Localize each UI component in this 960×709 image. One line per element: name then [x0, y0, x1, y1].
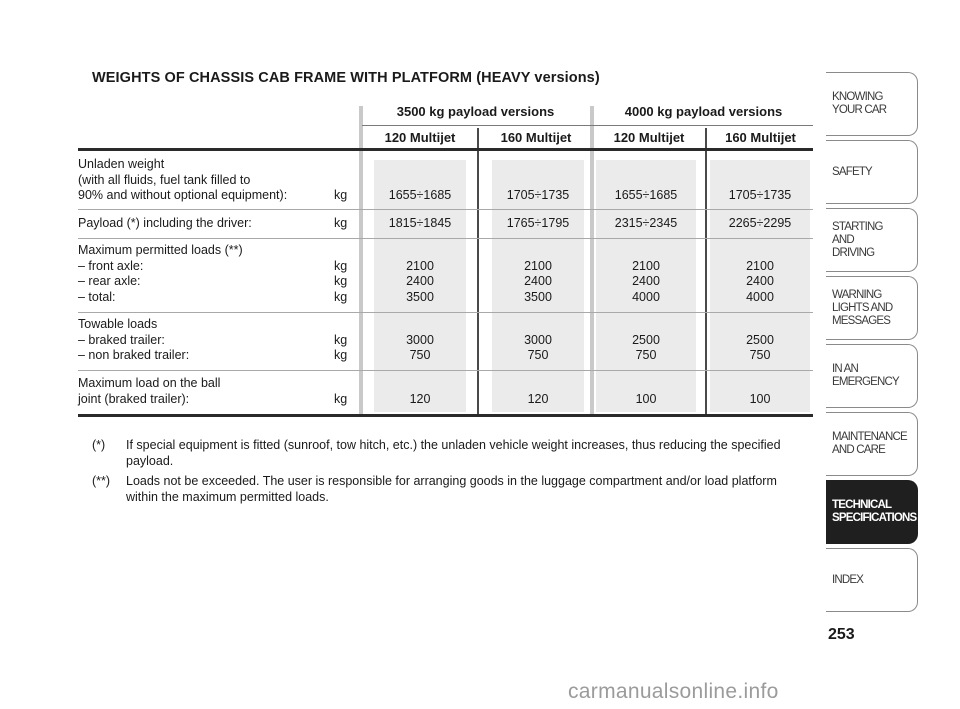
- row-label-ball-joint: Maximum load on the ball joint (braked trailer):: [78, 376, 221, 406]
- footnote-text: Loads not be exceeded. The user is responsible for arranging goods in the luggage compartment and/or load platform within the maximum permitted loads.: [126, 474, 777, 504]
- row-divider: [78, 370, 813, 371]
- table-cell: 2100 2400 4000: [632, 258, 660, 304]
- bottom-rule: [78, 414, 813, 417]
- table-cell: 2265÷2295: [728, 216, 792, 230]
- page-number: 253: [828, 626, 855, 643]
- tab-safety[interactable]: SAFETY: [826, 140, 918, 204]
- row-divider: [78, 209, 813, 210]
- column-separator: [705, 128, 707, 416]
- table-cell: 2100 2400 3500: [406, 258, 434, 304]
- table-cell: 2315÷2345: [614, 216, 678, 230]
- table-cell: 2100 2400 3500: [524, 258, 552, 304]
- weights-table: [78, 96, 813, 418]
- column-header: 120 Multijet: [384, 130, 456, 145]
- page-title: WEIGHTS OF CHASSIS CAB FRAME WITH PLATFORM (HEAVY versions): [92, 70, 600, 86]
- header-rule: [78, 148, 813, 151]
- table-cell: 1765÷1795: [506, 216, 570, 230]
- footnote-mark: (*): [92, 438, 106, 452]
- column-header: 160 Multijet: [725, 130, 796, 145]
- footnote-text: If special equipment is fitted (sunroof, tow hitch, etc.) the unladen vehicle weight increases, thus reducing the specified payload.: [126, 438, 781, 468]
- table-cell: 1815÷1845: [388, 216, 452, 230]
- table-cell: 100: [635, 391, 657, 406]
- column-header: 160 Multijet: [500, 130, 572, 145]
- footnote: [92, 474, 807, 505]
- table-cell: 2500 750: [746, 332, 774, 362]
- table-cell: 1705÷1735: [506, 188, 570, 202]
- tab-knowing-your-car[interactable]: KNOWING YOUR CAR: [826, 72, 918, 136]
- tab-technical-specifications[interactable]: TECHNICAL SPECIFICATIONS: [826, 480, 918, 544]
- watermark: carmanualsonline.info: [568, 680, 779, 703]
- row-label-payload: Payload (*) including the driver:: [78, 216, 252, 230]
- footnote-mark: (**): [92, 474, 111, 488]
- table-cell: 1655÷1685: [388, 188, 452, 202]
- column-separator: [477, 128, 479, 416]
- table-cell: 3000 750: [406, 332, 434, 362]
- table-cell: 2100 2400 4000: [746, 258, 774, 304]
- table-cell: 3000 750: [524, 332, 552, 362]
- row-label-unladen-weight: Unladen weight (with all fluids, fuel tank filled to 90% and without optional equipment):: [78, 157, 288, 202]
- group-header-3500: 3500 kg payload versions: [396, 104, 555, 119]
- table-cell: 120: [409, 391, 431, 406]
- row-unit: kg: [334, 391, 348, 406]
- footnotes: [92, 438, 807, 510]
- tab-starting-and-driving[interactable]: STARTING AND DRIVING: [826, 208, 918, 272]
- table-cell: 1655÷1685: [614, 188, 678, 202]
- row-unit: kg kg kg: [334, 258, 348, 304]
- row-label-towable-loads: Towable loads – braked trailer: – non braked trailer:: [78, 317, 190, 362]
- footnote: [92, 438, 807, 469]
- row-unit: kg: [334, 216, 348, 230]
- group-header-4000: 4000 kg payload versions: [624, 104, 783, 119]
- table-cell: 120: [527, 391, 549, 406]
- header-rule: [362, 125, 813, 126]
- tab-maintenance[interactable]: MAINTENANCE AND CARE: [826, 412, 918, 476]
- row-divider: [78, 312, 813, 313]
- column-header: 120 Multijet: [613, 130, 685, 145]
- tab-emergency[interactable]: IN AN EMERGENCY: [826, 344, 918, 408]
- table-cell: 100: [749, 391, 771, 406]
- row-divider: [78, 238, 813, 239]
- row-unit: kg kg: [334, 332, 348, 362]
- row-unit: kg: [334, 188, 348, 202]
- table-cell: 1705÷1735: [728, 188, 792, 202]
- tab-warning-lights[interactable]: WARNING LIGHTS AND MESSAGES: [826, 276, 918, 340]
- row-label-max-loads: Maximum permitted loads (**) – front axle: – rear axle: – total:: [78, 243, 243, 304]
- tab-index[interactable]: INDEX: [826, 548, 918, 612]
- table-cell: 2500 750: [632, 332, 660, 362]
